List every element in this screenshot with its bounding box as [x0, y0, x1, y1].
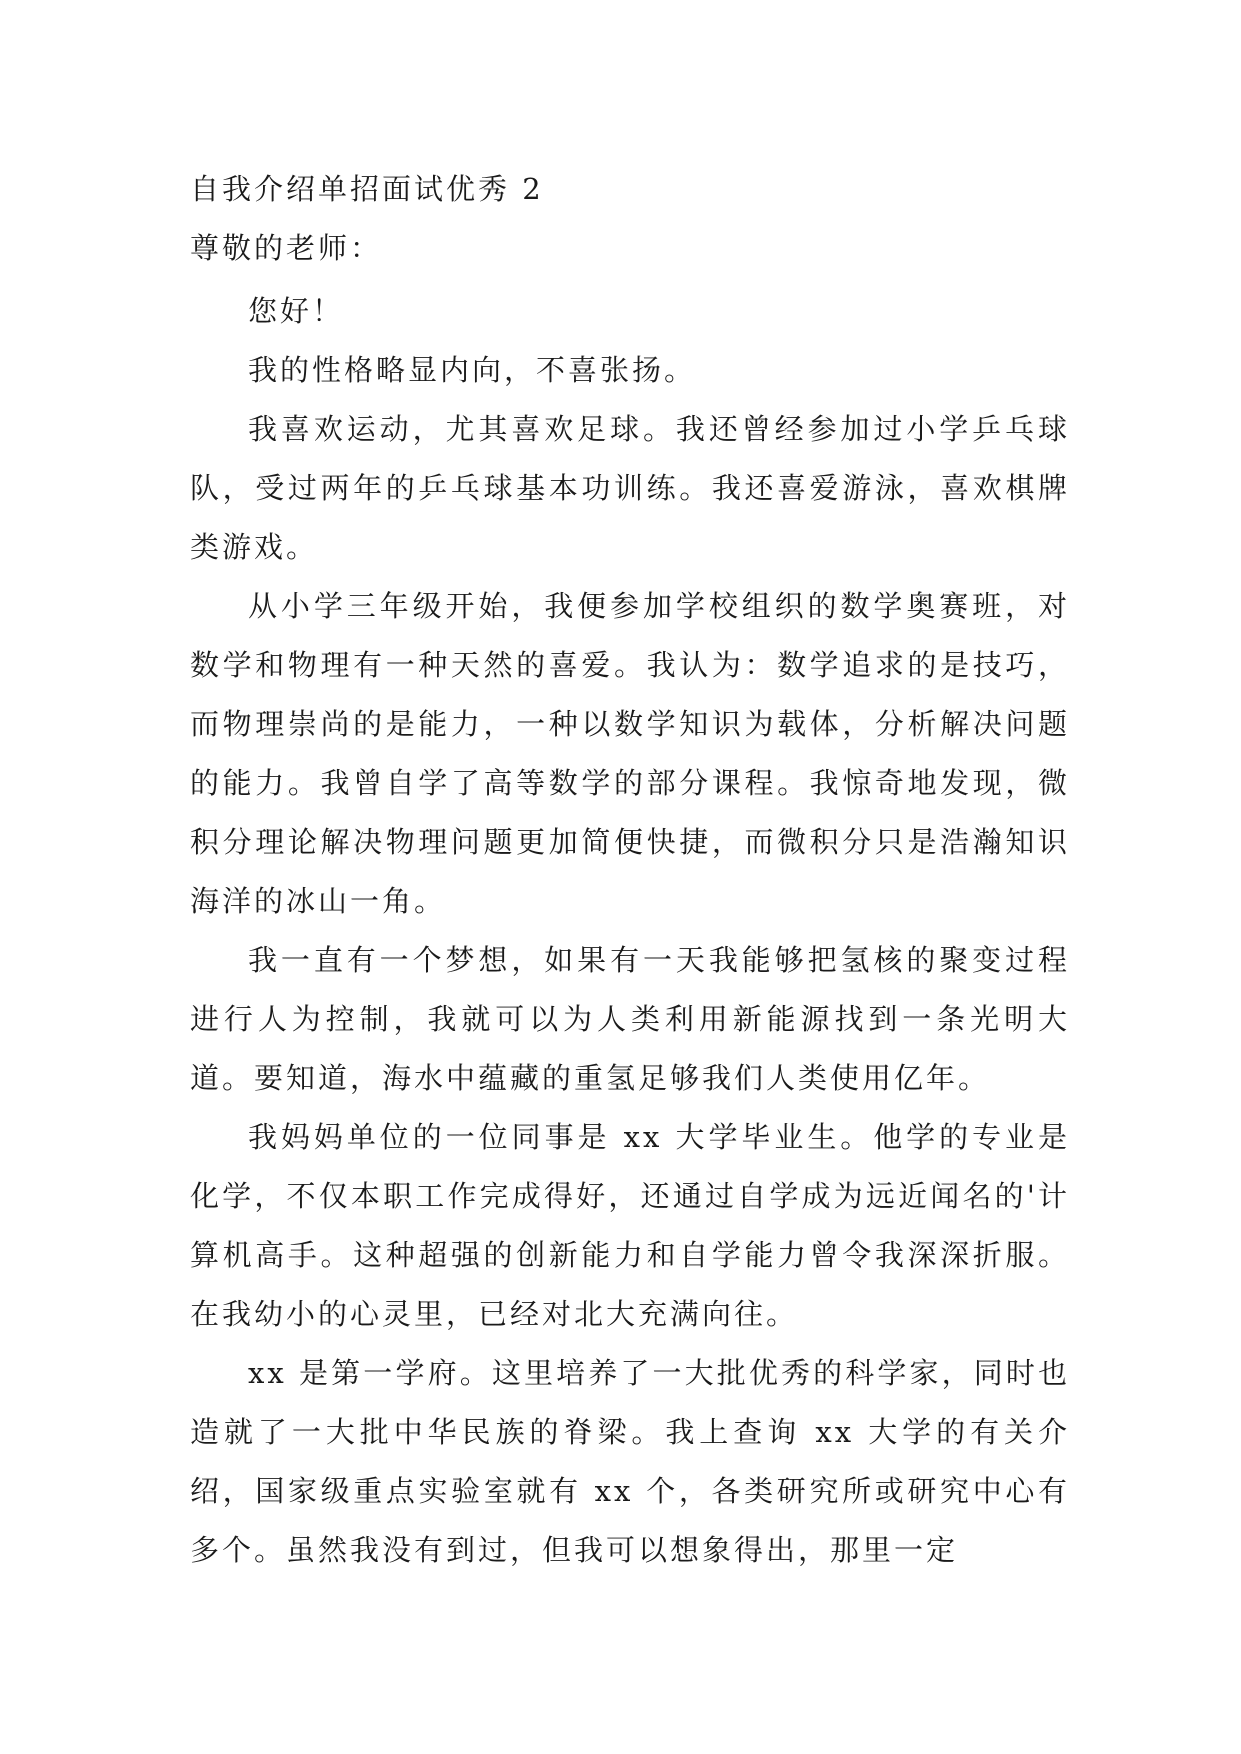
document-body — [190, 160, 1070, 1580]
paragraph-hobbies: 我喜欢运动，尤其喜欢足球。我还曾经参加过小学乒乓球队，受过两年的乒乓球基本功训练。我还喜爱游泳，喜欢棋牌类游戏。 — [190, 412, 1070, 564]
paragraph-dream: 我一直有一个梦想，如果有一天我能够把氢核的聚变过程进行人为控制，我就可以为人类利用新能源找到一条光明大道。要知道，海水中蕴藏的重氢足够我们人类使用亿年。 — [190, 943, 1070, 1095]
salutation: 尊敬的老师： — [190, 231, 383, 265]
document-title: 自我介绍单招面试优秀 2 — [190, 172, 544, 206]
paragraph-personality: 我的性格略显内向，不喜张扬。 — [248, 353, 697, 387]
paragraph-inspiration: 我妈妈单位的一位同事是 xx 大学毕业生。他学的专业是化学，不仅本职工作完成得好，还通过自学成为远近闻名的'计算机高手。这种超强的创新能力和自学能力曾令我深深折服。在我幼小的心灵里，已经对北大充满向往。 — [190, 1120, 1070, 1331]
paragraph-greeting: 您好！ — [248, 294, 345, 328]
paragraph-math-physics: 从小学三年级开始，我便参加学校组织的数学奥赛班，对数学和物理有一种天然的喜爱。我认为：数学追求的是技巧，而物理崇尚的是能力，一种以数学知识为载体，分析解决问题的能力。我曾自学了高等数学的部分课程。我惊奇地发现，微积分理论解决物理问题更加简便快捷，而微积分只是浩瀚知识海洋的冰山一角。 — [190, 589, 1070, 918]
paragraph-university: xx 是第一学府。这里培养了一大批优秀的科学家，同时也造就了一大批中华民族的脊梁。我上查询 xx 大学的有关介绍，国家级重点实验室就有 xx 个，各类研究所或研究中心有多个。虽然我没有到过，但我可以想象得出，那里一定 — [190, 1356, 1070, 1567]
